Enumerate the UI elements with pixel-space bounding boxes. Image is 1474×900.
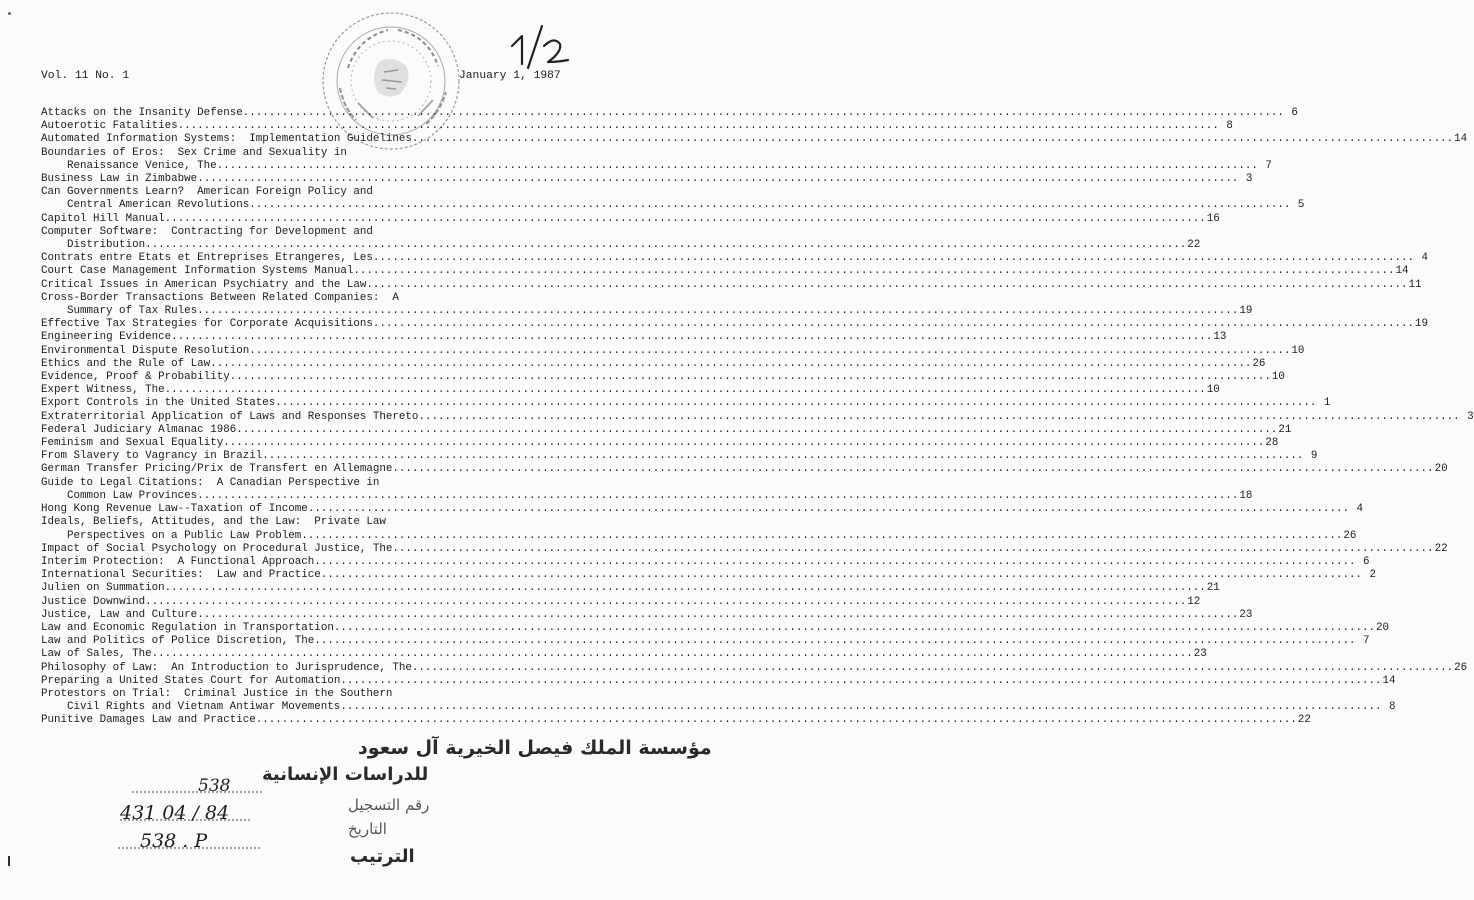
library-registration-stamp <box>112 728 712 878</box>
entry-title: Law of Sales, The <box>41 648 152 661</box>
index-entry <box>41 107 1298 120</box>
stamp-registration-label: رقم التسجيل <box>348 796 430 814</box>
index-entry <box>41 516 1357 542</box>
entry-page-number: 2 <box>1369 569 1376 582</box>
entry-title: Law and Economic Regulation in Transportation <box>41 621 334 634</box>
dot-leader <box>373 252 1414 265</box>
entry-page-number: 11 <box>1408 278 1422 291</box>
entry-title: Capitol Hill Manual <box>41 212 165 225</box>
dot-leader <box>275 397 1316 410</box>
entry-page-number: 19 <box>1239 305 1253 318</box>
entry-page-number: 18 <box>1239 489 1253 502</box>
entry-title: Ideals, Beliefs, Attitudes, and the Law: Private Law <box>41 516 386 529</box>
entry-page-number: 21 <box>1278 423 1292 436</box>
dot-leader <box>223 437 1264 450</box>
dot-leader <box>340 675 1381 688</box>
entry-page-number: 14 <box>1454 133 1468 146</box>
entry-title: Can Governments Learn? American Foreign Policy and <box>41 186 373 199</box>
handwritten-date: 431 04 / 84 <box>120 802 230 824</box>
index-entry <box>41 661 1468 675</box>
index-entry <box>41 265 1409 278</box>
dot-leader <box>412 662 1453 675</box>
entry-page-number: 13 <box>1213 331 1227 344</box>
index-entry <box>41 186 1305 212</box>
index-entry <box>41 212 1220 226</box>
entry-page-number: 22 <box>1187 239 1201 252</box>
entry-title: Engineering Evidence <box>41 331 172 344</box>
dot-leader <box>165 213 1206 226</box>
entry-title: Justice, Law and Culture <box>41 608 198 621</box>
entry-page-number: 8 <box>1388 701 1396 714</box>
entry-title: Cross-Border Transactions Between Related Companies: A <box>41 291 399 304</box>
entry-page-number: 23 <box>1193 648 1207 661</box>
dot-leader <box>165 582 1206 595</box>
entry-page-number: 10 <box>1291 344 1305 357</box>
entry-page-number: 4 <box>1356 503 1363 516</box>
dot-leader <box>165 384 1206 397</box>
entry-title: Law and Politics of Police Discretion, The <box>41 635 315 648</box>
entry-title-continuation: Common Law Provinces <box>67 489 198 502</box>
handwritten-registration-number: 538 <box>198 776 231 796</box>
entry-title: Interim Protection: A Functional Approach <box>41 555 315 568</box>
entry-page-number: 4 <box>1421 252 1429 265</box>
entry-page-number: 1 <box>1323 397 1331 410</box>
dot-leader <box>197 173 1238 186</box>
dot-leader <box>392 463 1433 476</box>
stamp-order-label: الترتيب <box>350 846 415 867</box>
entry-page-number: 7 <box>1265 159 1272 172</box>
entry-title: Punitive Damages Law and Practice <box>41 714 256 727</box>
entry-page-number: 5 <box>1297 199 1305 212</box>
index-entry <box>41 555 1370 569</box>
entry-page-number: 14 <box>1395 265 1409 278</box>
title-index-list <box>41 107 1474 728</box>
dot-leader <box>262 450 1303 463</box>
entry-page-number: 12 <box>1187 595 1201 608</box>
index-entry <box>41 173 1253 186</box>
entry-page-number: 20 <box>1434 463 1448 476</box>
dot-leader <box>353 265 1394 278</box>
dot-leader <box>256 714 1297 727</box>
entry-title: Business Law in Zimbabwe <box>41 173 198 186</box>
dot-leader <box>197 305 1238 318</box>
entry-title: Boundaries of Eros: Sex Crime and Sexuality in <box>41 146 347 159</box>
dot-leader <box>314 556 1355 569</box>
volume-number: Vol. 11 No. 1 <box>41 70 130 82</box>
entry-page-number: 10 <box>1206 384 1220 397</box>
entry-title-continuation: Central American Revolutions <box>67 199 250 212</box>
dot-leader <box>249 199 1290 212</box>
entry-page-number: 16 <box>1206 212 1220 225</box>
index-entry <box>41 252 1429 265</box>
entry-title: Environmental Dispute Resolution <box>41 344 250 357</box>
entry-title: Protestors on Trial: Criminal Justice in the Southern <box>41 687 393 700</box>
dot-leader <box>334 622 1375 635</box>
entry-title: Justice Downwind <box>41 595 146 608</box>
index-entry <box>41 608 1253 622</box>
index-entry <box>41 423 1292 437</box>
dot-leader <box>321 569 1362 582</box>
index-entry <box>41 318 1429 331</box>
entry-title: Computer Software: Contracting for Development and <box>41 225 373 238</box>
entry-title: German Transfer Pricing/Prix de Transfert en Allemagne <box>41 463 393 476</box>
entry-title: International Securities: Law and Practice <box>41 569 321 582</box>
dot-leader <box>340 701 1381 714</box>
index-entry <box>41 397 1331 410</box>
entry-page-number: 26 <box>1454 661 1468 674</box>
dot-leader <box>145 596 1186 609</box>
dot-leader <box>308 503 1349 516</box>
entry-page-number: 9 <box>1310 450 1318 463</box>
entry-title-continuation: Civil Rights and Vietnam Antiwar Movements <box>67 701 341 714</box>
entry-title-continuation: Perspectives on a Public Law Problem <box>67 529 302 542</box>
dot-leader <box>178 120 1219 133</box>
index-entry <box>41 595 1201 609</box>
dot-leader <box>249 345 1290 358</box>
index-entry <box>41 476 1253 503</box>
index-entry <box>41 331 1227 344</box>
dot-leader <box>171 331 1212 344</box>
entry-title-continuation: Renaissance Venice, The <box>67 159 217 172</box>
index-entry <box>41 120 1233 133</box>
index-entry <box>41 503 1363 516</box>
entry-page-number: 7 <box>1362 635 1370 648</box>
entry-title: Philosophy of Law: An Introduction to Jurisprudence, The <box>41 661 412 674</box>
speck-mark <box>8 12 11 15</box>
entry-page-number: 8 <box>1226 120 1233 133</box>
dot-leader <box>418 411 1459 424</box>
entry-page-number: 23 <box>1239 608 1253 621</box>
index-entry <box>41 357 1266 371</box>
dot-leader <box>412 133 1453 146</box>
entry-title: Effective Tax Strategies for Corporate Acquisitions <box>41 318 373 331</box>
index-entry <box>41 450 1318 463</box>
index-entry <box>41 278 1422 292</box>
dot-leader <box>210 358 1251 371</box>
stamp-institution-subtitle: للدراسات الإنسانية <box>262 764 429 785</box>
entry-title: Ethics and the Rule of Law <box>41 357 211 370</box>
dot-leader <box>366 279 1407 292</box>
handwritten-order: 538 . P <box>140 830 208 852</box>
entry-page-number: 28 <box>1265 437 1279 450</box>
dot-leader <box>145 239 1186 252</box>
index-entry <box>41 648 1207 661</box>
dot-leader <box>314 635 1355 648</box>
entry-title-continuation: Distribution <box>67 239 146 252</box>
entry-title: Autoerotic Fatalities <box>41 120 178 133</box>
entry-page-number: 6 <box>1362 555 1370 568</box>
dot-leader <box>392 543 1433 556</box>
entry-title: Attacks on the Insanity Defense <box>41 107 243 119</box>
stamp-date-label: التاريخ <box>348 820 387 838</box>
dot-leader <box>236 424 1277 437</box>
index-entry <box>41 687 1396 714</box>
handwritten-note-mark <box>508 22 572 72</box>
entry-title: Hong Kong Revenue Law--Taxation of Income <box>41 503 308 516</box>
index-entry <box>41 582 1220 595</box>
entry-page-number: 26 <box>1343 529 1357 542</box>
dot-leader <box>217 160 1258 173</box>
dot-leader <box>152 648 1193 661</box>
index-entry <box>41 146 1272 173</box>
entry-title: Court Case Management Information Systems Manual <box>41 265 354 278</box>
index-entry <box>41 291 1253 318</box>
index-entry <box>41 635 1370 648</box>
index-entry <box>41 437 1279 450</box>
entry-title-continuation: Summary of Tax Rules <box>67 305 198 318</box>
dot-leader <box>301 530 1342 543</box>
entry-page-number: 3 <box>1467 410 1474 423</box>
entry-title: Impact of Social Psychology on Procedural Justice, The <box>41 542 393 555</box>
index-entry <box>41 674 1396 688</box>
entry-page-number: 19 <box>1415 318 1429 331</box>
entry-page-number: 14 <box>1382 674 1396 687</box>
index-entry <box>41 542 1448 556</box>
entry-page-number: 22 <box>1434 542 1448 555</box>
index-entry <box>41 410 1474 424</box>
entry-title: Julien on Summation <box>41 582 165 595</box>
index-entry <box>41 384 1220 397</box>
entry-title: Feminism and Sexual Equality <box>41 437 224 450</box>
dot-leader <box>197 609 1238 622</box>
entry-page-number: 26 <box>1252 357 1266 370</box>
entry-title: Critical Issues in American Psychiatry and the Law <box>41 278 367 291</box>
entry-title: Extraterritorial Application of Laws and Responses Thereto <box>41 410 419 423</box>
entry-title: Guide to Legal Citations: A Canadian Perspective in <box>41 476 380 489</box>
index-entry <box>41 225 1201 252</box>
entry-page-number: 10 <box>1271 371 1285 384</box>
dot-leader <box>197 490 1238 503</box>
index-entry <box>41 714 1311 727</box>
entry-page-number: 21 <box>1206 582 1220 595</box>
entry-page-number: 20 <box>1376 621 1390 634</box>
entry-title: From Slavery to Vagrancy in Brazil <box>41 450 263 463</box>
entry-title: Automated Information Systems: Implementation Guidelines <box>41 133 412 146</box>
index-entry <box>41 621 1390 635</box>
stamp-institution-name: مؤسسة الملك فيصل الخيرية آل سعود <box>358 737 712 759</box>
margin-mark <box>8 856 10 866</box>
entry-title: Expert Witness, The <box>41 384 165 397</box>
entry-title: Evidence, Proof & Probability <box>41 371 230 384</box>
index-entry <box>41 463 1448 476</box>
entry-title: Preparing a United States Court for Automation <box>41 674 341 687</box>
entry-title: Federal Judiciary Almanac 1986 <box>41 423 237 436</box>
index-entry <box>41 371 1285 384</box>
entry-page-number: 22 <box>1297 714 1311 727</box>
entry-title: Contrats entre Etats et Entreprises Etrangeres, Les <box>41 252 373 265</box>
dot-leader <box>230 371 1271 384</box>
entry-page-number: 3 <box>1245 173 1253 186</box>
issue-date: January 1, 1987 <box>459 70 561 82</box>
entry-page-number: 6 <box>1291 107 1298 119</box>
dot-leader <box>373 318 1414 331</box>
index-entry <box>41 133 1468 146</box>
index-entry <box>41 344 1305 358</box>
index-entry <box>41 569 1376 582</box>
entry-title: Export Controls in the United States <box>41 397 276 410</box>
dot-leader <box>243 107 1284 120</box>
